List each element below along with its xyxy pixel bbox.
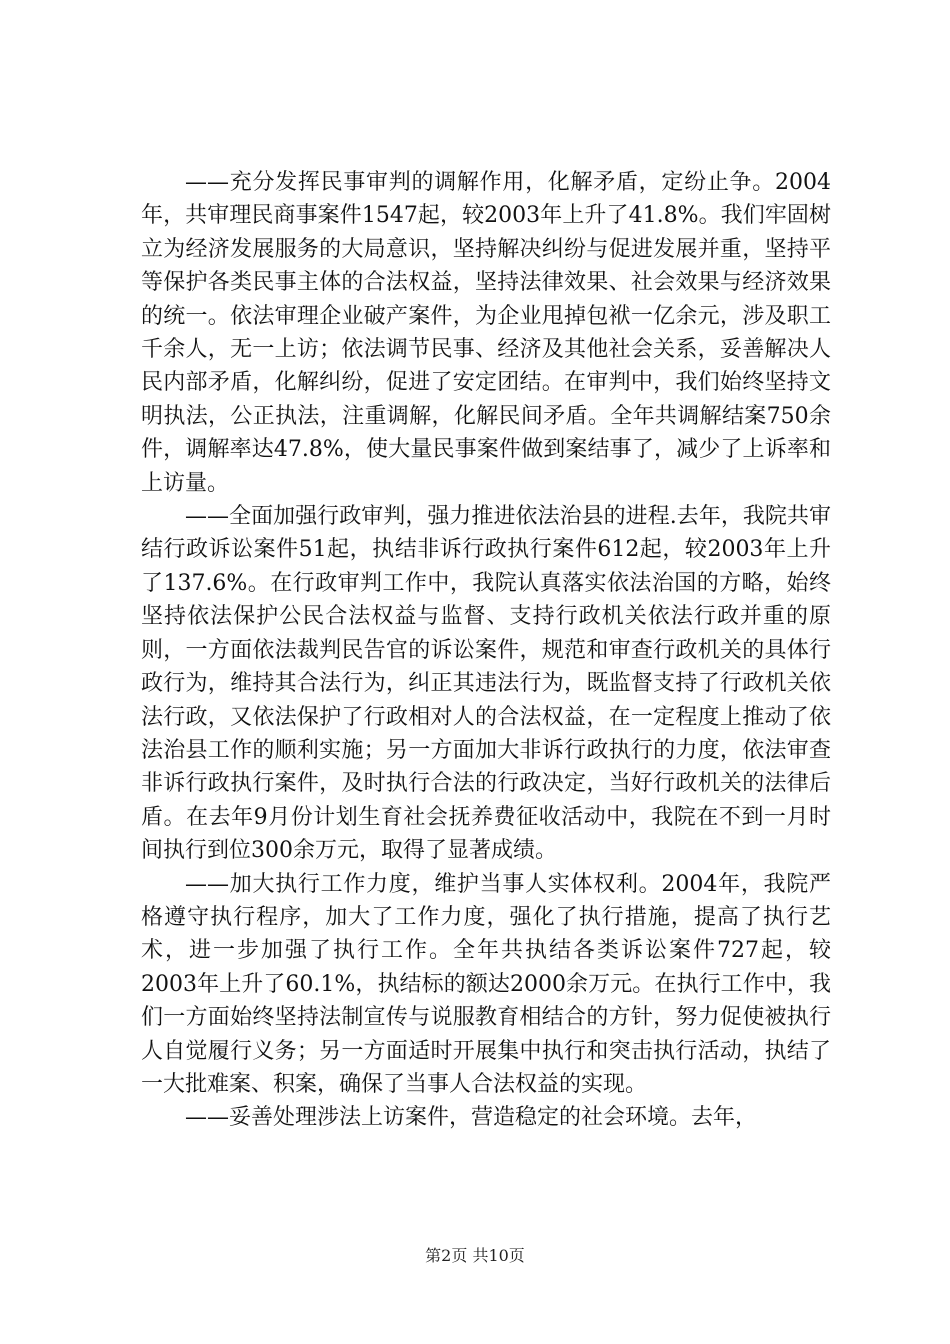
document-body	[141, 166, 831, 1135]
paragraph-enforcement: ——加大执行工作力度，维护当事人实体权利。2004年，我院严格遵守执行程序，加大了工作力度，强化了执行措施，提高了执行艺术，进一步加强了执行工作。全年共执结各类诉讼案件727起，较2003年上升了60.1%，执结标的额达2000余万元。在执行工作中，我们一方面始终坚持法制宣传与说服教育相结合的方针，努力促使被执行人自觉履行义务；另一方面适时开展集中执行和突击执行活动，执结了一大批难案、积案，确保了当事人合法权益的实现。	[141, 871, 831, 1097]
paragraph-civil-trial: ——充分发挥民事审判的调解作用，化解矛盾，定纷止争。2004年，共审理民商事案件1547起，较2003年上升了41.8%。我们牢固树立为经济发展服务的大局意识，坚持解决纠纷与促进发展并重，坚持平等保护各类民事主体的合法权益，坚持法律效果、社会效果与经济效果的统一。依法审理企业破产案件，为企业甩掉包袱一亿余元，涉及职工千余人，无一上访；依法调节民事、经济及其他社会关系，妥善解决人民内部矛盾，化解纠纷，促进了安定团结。在审判中，我们始终坚持文明执法，公正执法，注重调解，化解民间矛盾。全年共调解结案750余件，调解率达47.8%，使大量民事案件做到案结事了，减少了上诉率和上访量。	[141, 170, 831, 496]
paragraph-petition-cases: ——妥善处理涉法上访案件，营造稳定的社会环境。去年，	[185, 1105, 758, 1131]
page-footer: 第2页 共10页	[425, 1246, 525, 1265]
paragraph-administrative-trial: ——全面加强行政审判，强力推进依法治县的进程.去年，我院共审结行政诉讼案件51起，执结非诉行政执行案件612起，较2003年上升了137.6%。在行政审判工作中，我院认真落实依法治国的方略，始终坚持依法保护公民合法权益与监督、支持行政机关依法行政并重的原则，一方面依法裁判民告官的诉讼案件，规范和审查行政机关的具体行政行为，维持其合法行为，纠正其违法行为，既监督支持了行政机关依法行政，又依法保护了行政相对人的合法权益，在一定程度上推动了依法治县工作的顺利实施；另一方面加大非诉行政执行的力度，依法审查非诉行政执行案件，及时执行合法的行政决定，当好行政机关的法律后盾。在去年9月份计划生育社会抚养费征收活动中，我院在不到一月时间执行到位300余万元，取得了显著成绩。	[141, 504, 831, 864]
